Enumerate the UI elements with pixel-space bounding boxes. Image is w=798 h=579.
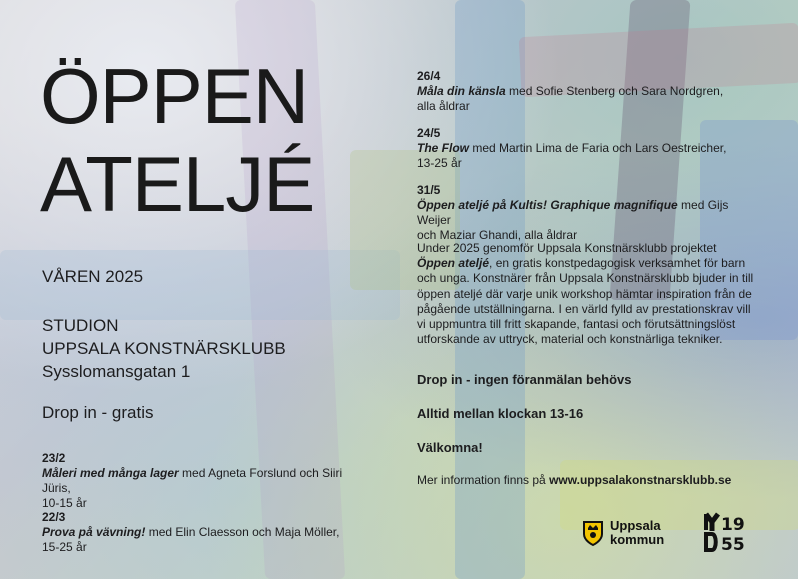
- project-description: [417, 241, 762, 347]
- event-date: 22/3: [42, 510, 66, 524]
- event-item: [42, 451, 372, 511]
- event-name: Öppen ateljé på Kultis! Graphique magnifique: [417, 198, 678, 212]
- svg-text:55: 55: [721, 535, 745, 552]
- event-date: 23/2: [42, 451, 66, 465]
- title-line-1: ÖPPEN: [40, 52, 309, 140]
- svg-text:19: 19: [721, 515, 745, 535]
- event-ages: 15-25 år: [42, 540, 87, 554]
- welcome-text: Välkomna!: [417, 440, 483, 455]
- event-ages: 13-25 år: [417, 156, 462, 170]
- project-name: Öppen ateljé: [417, 256, 490, 271]
- venue: [42, 314, 286, 383]
- opening-hours: Alltid mellan klockan 13-16: [417, 406, 584, 421]
- kommun-wordmark: [610, 519, 664, 547]
- event-name: Måleri med många lager: [42, 466, 179, 480]
- event-ages: alla åldrar: [417, 99, 470, 113]
- club-1955-logo: [704, 512, 746, 552]
- poster-title: [40, 52, 314, 228]
- more-info-prefix: Mer information finns på: [417, 473, 550, 487]
- event-item: [417, 126, 747, 171]
- event-hosts: med Martin Lima de Faria och Lars Oestreicher,: [469, 141, 727, 155]
- event-hosts: med Sofie Stenberg och Sara Nordgren,: [505, 84, 724, 98]
- no-registration-note: Drop in - ingen föranmälan behövs: [417, 372, 632, 387]
- event-ages: och Maziar Ghandi, alla åldrar: [417, 228, 578, 242]
- event-hosts: med Gijs Weijer: [417, 198, 729, 227]
- description-intro: Under 2025 genomför Uppsala Konstnärsklubb projektet: [417, 241, 717, 255]
- event-date: 31/5: [417, 183, 441, 197]
- event-name: The Flow: [417, 141, 469, 155]
- title-line-2: ATELJÉ: [40, 140, 315, 228]
- event-item: [417, 183, 757, 243]
- venue-line-2: UPPSALA KONSTNÄRSKLUBB: [42, 339, 286, 358]
- event-date: 24/5: [417, 126, 441, 140]
- venue-line-3: Sysslomansgatan 1: [42, 362, 191, 381]
- drop-in-free: Drop in - gratis: [42, 403, 154, 422]
- event-item: [42, 510, 372, 555]
- season: VÅREN 2025: [42, 267, 144, 286]
- website-link[interactable]: www.uppsalakonstnarsklubb.se: [549, 473, 732, 487]
- event-date: 26/4: [417, 69, 441, 83]
- kommun-line-2: kommun: [610, 532, 665, 547]
- more-info: [417, 473, 731, 487]
- event-item: [417, 69, 747, 114]
- description-body: , en gratis konstpedagogisk verksamhet för barn och unga. Konstnärer från Uppsala Konstnärsklubb bjuder in till öppen ateljé där varje unik workshop hämtar inspiration från de pågående utställningarna. I en värld fylld av prestationskrav vill vi uppmuntra till fritt skapande, fantasi och förutsättningslöst utforskande av uttryck, material och konstnärliga tekniker.: [417, 256, 754, 347]
- event-hosts: med Agneta Forslund och Siiri Jüris,: [42, 466, 343, 495]
- event-hosts: med Elin Claesson och Maja Möller,: [145, 525, 340, 539]
- event-name: Måla din känsla: [417, 84, 506, 98]
- kommun-line-1: Uppsala: [610, 518, 661, 533]
- event-name: Prova på vävning!: [42, 525, 146, 539]
- venue-line-1: STUDION: [42, 316, 119, 335]
- crest-icon: [582, 520, 604, 547]
- uppsala-kommun-logo: [582, 519, 664, 547]
- event-ages: 10-15 år: [42, 496, 87, 510]
